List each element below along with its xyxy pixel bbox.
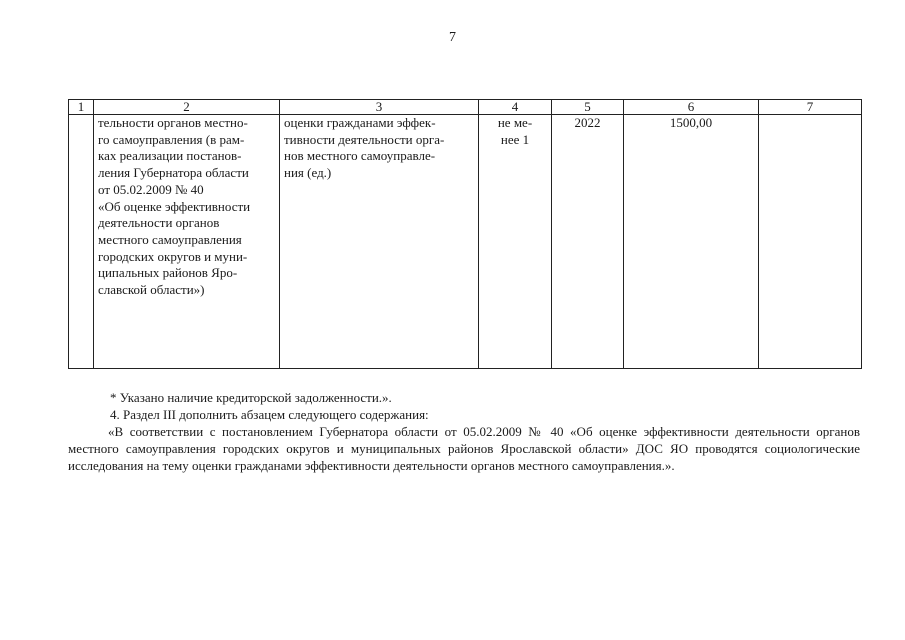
footnote: * Указано наличие кредиторской задолженности.». xyxy=(110,390,392,405)
page-number: 7 xyxy=(449,30,456,45)
cell-col-2: тельности органов местно- го самоуправления (в рам- ках реализации постанов- ления Губернатора области от 05.02.2009 № 40 «Об оценке эффективности деятельности органов местного самоуправления городских округов и муни- ципальных районов Яро- славской области») xyxy=(94,115,280,369)
table-header-row xyxy=(69,100,862,115)
item-4-paragraph: 4. Раздел III дополнить абзацем следующего содержания: xyxy=(110,407,429,422)
header-col-6: 6 xyxy=(624,100,759,115)
cell-col-5: 2022 xyxy=(552,115,624,369)
header-col-7: 7 xyxy=(759,100,862,115)
header-col-5: 5 xyxy=(552,100,624,115)
cell-col-1 xyxy=(69,115,94,369)
header-col-3: 3 xyxy=(280,100,479,115)
header-col-4: 4 xyxy=(479,100,552,115)
cell-col-3: оценки гражданами эффек- тивности деятельности орга- нов местного самоуправле- ния (ед.) xyxy=(280,115,479,369)
indicators-table xyxy=(68,99,862,369)
cell-col-7 xyxy=(759,115,862,369)
cell-col-4: не ме- нее 1 xyxy=(479,115,552,369)
table-row xyxy=(69,115,862,369)
cell-col-6: 1500,00 xyxy=(624,115,759,369)
header-col-2: 2 xyxy=(94,100,280,115)
header-col-1: 1 xyxy=(69,100,94,115)
quoted-paragraph: «В соответствии с постановлением Губернатора области от 05.02.2009 № 40 «Об оценке эффективности деятельности органов местного самоуправления городских округов и муниципальных районов Ярославской области» ДОС ЯО проводятся социологические исследования на тему оценки гражданами эффективности деятельности органов местного самоуправления.». xyxy=(68,424,860,473)
